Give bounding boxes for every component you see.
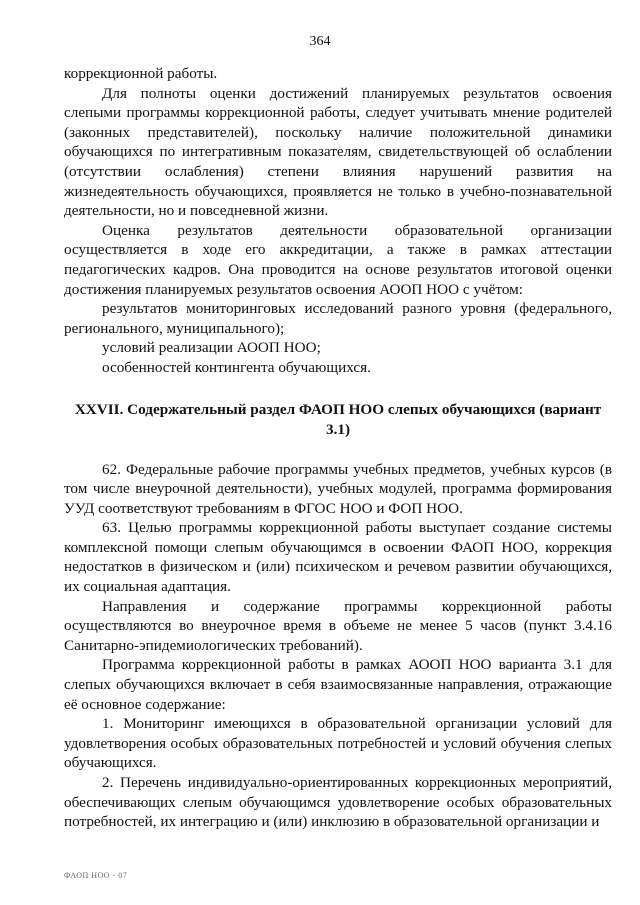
list-item: особенностей контингента обучающихся.: [102, 358, 371, 376]
paragraph: 62. Федеральные рабочие программы учебных предметов, учебных курсов (в том числе внеурочной деятельности), учебных модулей, программа формирования УУД соответствуют требованиям в ФГОС НОО и ФОП НОО.: [64, 460, 612, 517]
section-heading: XXVII. Содержательный раздел ФАОП НОО слепых обучающихся (вариант 3.1): [74, 400, 602, 438]
page-number: 364: [309, 34, 331, 49]
footer-mark: ФАОП НОО - 07: [64, 871, 128, 880]
paragraph: Оценка результатов деятельности образовательной организации осуществляется в ходе его аккредитации, а также в рамках аттестации педагогических кадров. Она проводится на основе результатов итоговой оценки достижения планируемых результатов освоения АООП НОО с учётом:: [64, 221, 612, 298]
paragraph: Направления и содержание программы коррекционной работы осуществляются во внеурочное время в объеме не менее 5 часов (пункт 3.4.16 Санитарно-эпидемиологических требований).: [64, 597, 612, 654]
list-item: условий реализации АООП НОО;: [102, 339, 321, 357]
paragraph: коррекционной работы.: [64, 65, 218, 82]
document-body: [64, 64, 612, 832]
list-item: 1. Мониторинг имеющихся в образовательной организации условий для удовлетворения особых образовательных потребностей и условий обучения слепых обучающихся.: [64, 715, 612, 772]
paragraph: Для полноты оценки достижений планируемых результатов освоения слепыми программы коррекционной работы, следует учитывать мнение родителей (законных представителей), поскольку наличие положительной динамики обучающихся по интегративным показателям, свидетельствующей об ослаблении (отсутствии ослабления) степени влияния нарушений развития на жизнедеятельность обучающихся, проявляется не только в учебно-познавательной деятельности, но и повседневной жизни.: [64, 84, 612, 220]
paragraph: Программа коррекционной работы в рамках АООП НОО варианта 3.1 для слепых обучающихся включает в себя взаимосвязанные направления, отражающие её основное содержание:: [64, 656, 612, 713]
list-item: 2. Перечень индивидуально-ориентированных коррекционных мероприятий, обеспечивающих слепым обучающимся удовлетворение особых образовательных потребностей, их интеграцию и (или) инклюзию в образовательной организации и: [64, 774, 612, 831]
list-item: результатов мониторинговых исследований разного уровня (федерального, регионального, муниципального);: [64, 300, 612, 337]
paragraph: 63. Целью программы коррекционной работы выступает создание системы комплексной помощи слепым обучающимся в освоении ФАОП НОО, коррекция недостатков в физическом и (или) психическом и речевом развитии обучающихся, их социальная адаптация.: [64, 519, 612, 596]
